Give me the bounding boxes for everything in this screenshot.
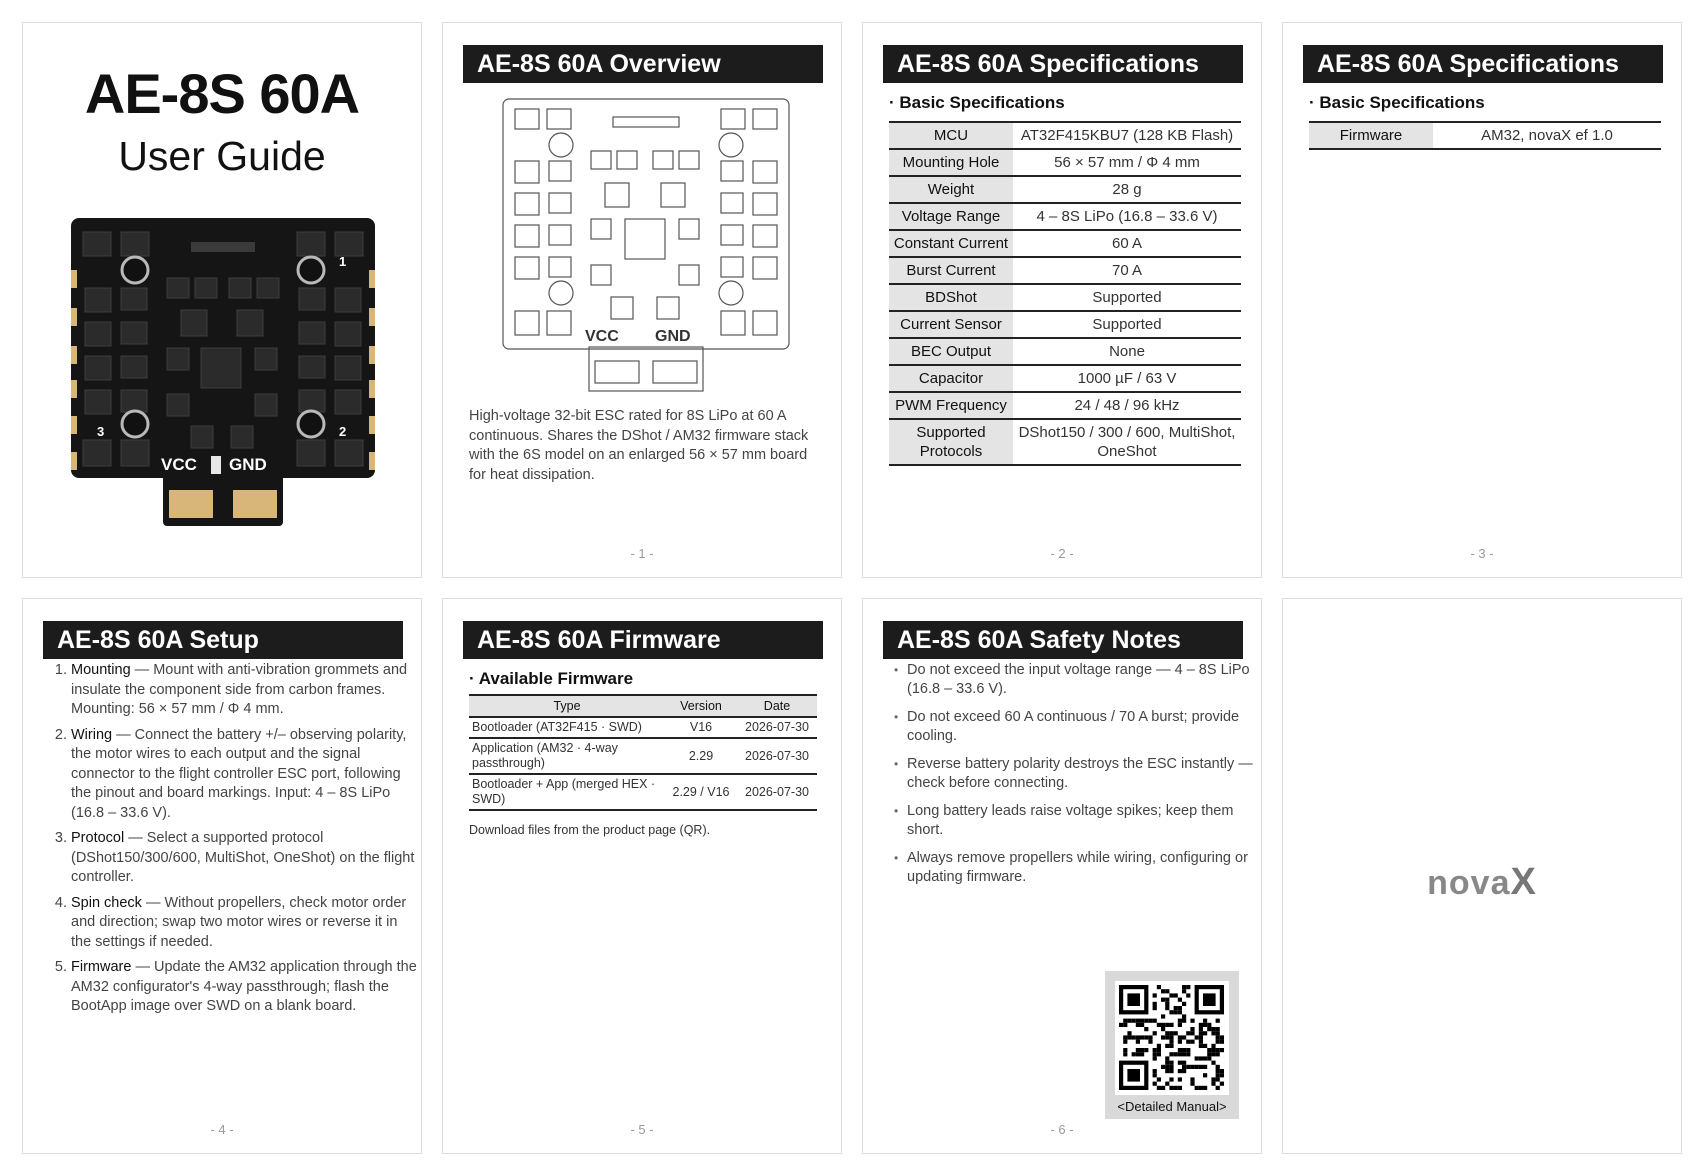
esc-board-outline bbox=[501, 97, 791, 393]
step-title: Firmware bbox=[71, 959, 132, 975]
brand-logo-text: nova bbox=[1427, 864, 1511, 902]
page-header: AE-8S 60A Specifications bbox=[883, 45, 1243, 83]
spec-row bbox=[889, 149, 1241, 176]
step-title: Spin check bbox=[71, 894, 142, 911]
qr-code-icon bbox=[1115, 981, 1229, 1095]
cell-version: V16 bbox=[665, 717, 737, 738]
vcc-label: VCC bbox=[585, 328, 619, 345]
page-number: - 6 - bbox=[1050, 1122, 1074, 1137]
esc-board-photo bbox=[71, 218, 375, 528]
spec-row bbox=[889, 419, 1241, 465]
page-header: AE-8S 60A Setup bbox=[43, 621, 403, 659]
list-item: • Do not exceed the input voltage range — 4 – 8S LiPo (16.8 – 33.6 V). bbox=[907, 661, 1259, 699]
step-title: Mounting bbox=[71, 662, 131, 678]
spec-value: 24 / 48 / 96 kHz bbox=[1013, 392, 1241, 419]
list-item: • Reverse battery polarity destroys the ESC instantly — check before connecting. bbox=[907, 755, 1259, 793]
page-specifications bbox=[862, 22, 1262, 578]
spec-key: Capacitor bbox=[889, 365, 1013, 392]
qr-code[interactable] bbox=[1115, 981, 1229, 1095]
page-number: - 3 - bbox=[1470, 546, 1494, 561]
motor-label-3: 3 bbox=[97, 424, 105, 439]
page-setup bbox=[22, 598, 422, 1154]
spec-row bbox=[889, 392, 1241, 419]
section-subheader: · Available Firmware bbox=[469, 669, 634, 688]
brand-logo-mark: X bbox=[1510, 861, 1537, 903]
cell-date: 2026-07-30 bbox=[737, 738, 817, 774]
column-header-type: Type bbox=[469, 695, 665, 717]
cell-version: 2.29 bbox=[665, 738, 737, 774]
cell-type: Application (AM32 · 4-way passthrough) bbox=[469, 738, 665, 774]
spec-key: MCU bbox=[889, 122, 1013, 149]
section-subheader: · Basic Specifications bbox=[1309, 93, 1485, 112]
setup-steps bbox=[49, 661, 417, 1023]
page-number: - 1 - bbox=[630, 546, 654, 561]
list-item bbox=[71, 829, 417, 888]
spec-row bbox=[889, 365, 1241, 392]
cell-date: 2026-07-30 bbox=[737, 774, 817, 810]
spec-value: 28 g bbox=[1013, 176, 1241, 203]
list-item: • Always remove propellers while wiring, configuring or updating firmware. bbox=[907, 849, 1259, 887]
step-text: — Without propellers, check motor order and direction; swap two motor wires or reverse it in the settings if needed. bbox=[71, 894, 407, 950]
motor-label-1: 1 bbox=[339, 254, 347, 269]
spec-value: 56 × 57 mm / Φ 4 mm bbox=[1013, 149, 1241, 176]
qr-caption: <Detailed Manual> bbox=[1117, 1099, 1227, 1114]
page-cover bbox=[22, 22, 422, 578]
page-back-cover bbox=[1282, 598, 1682, 1154]
list-item bbox=[71, 894, 417, 953]
spec-key: BEC Output bbox=[889, 338, 1013, 365]
step-text: — Update the AM32 application through the AM32 configurator's 4-way passthrough; flash the BootApp image over SWD on a blank board. bbox=[71, 959, 417, 1014]
page-number: - 4 - bbox=[210, 1122, 234, 1137]
spec-row bbox=[889, 122, 1241, 149]
list-item bbox=[71, 726, 417, 824]
spec-value: 70 A bbox=[1013, 257, 1241, 284]
spec-key: Burst Current bbox=[889, 257, 1013, 284]
cell-type: Bootloader + App (merged HEX · SWD) bbox=[469, 774, 665, 810]
cover-title: AE-8S 60A bbox=[84, 62, 360, 125]
list-item: • Do not exceed 60 A continuous / 70 A burst; provide cooling. bbox=[907, 708, 1259, 746]
cell-date: 2026-07-30 bbox=[737, 717, 817, 738]
cell-version: 2.29 / V16 bbox=[665, 774, 737, 810]
spec-value: AM32, novaX ef 1.0 bbox=[1433, 122, 1661, 149]
spec-value: DShot150 / 300 / 600, MultiShot, OneShot bbox=[1013, 419, 1241, 465]
step-text: — Connect the battery +/– observing polarity, the motor wires to each output and the signal connector to the flight controller ESC port, following the pinout and board markings. Input: 4 – 8S LiPo (16.8 – 33.6 V). bbox=[71, 726, 407, 821]
step-title: Protocol bbox=[71, 830, 125, 846]
page-safety bbox=[862, 598, 1262, 1154]
spec-key: Mounting Hole bbox=[889, 149, 1013, 176]
spec-value: Supported bbox=[1013, 284, 1241, 311]
spec-key: Supported Protocols bbox=[889, 419, 1013, 465]
page-header: AE-8S 60A Safety Notes bbox=[883, 621, 1243, 659]
brand-logo bbox=[1283, 861, 1681, 904]
vcc-label: VCC bbox=[161, 455, 197, 474]
spec-row bbox=[1309, 122, 1661, 149]
spec-key: Weight bbox=[889, 176, 1013, 203]
page-number: - 2 - bbox=[1050, 546, 1074, 561]
spec-key: Firmware bbox=[1309, 122, 1433, 149]
spec-value: 1000 µF / 63 V bbox=[1013, 365, 1241, 392]
motor-label-2: 2 bbox=[339, 424, 347, 439]
table-row bbox=[469, 774, 817, 810]
step-text: — Select a supported protocol (DShot150/300/600, MultiShot, OneShot) on the flight controller. bbox=[71, 830, 415, 885]
overview-text: High-voltage 32-bit ESC rated for 8S LiPo at 60 A continuous. Shares the DShot / AM32 firmware stack with the 6S model on an enlarged 56 × 57 mm board for heat dissipation. bbox=[469, 408, 809, 483]
spec-value: AT32F415KBU7 (128 KB Flash) bbox=[1013, 122, 1241, 149]
qr-code-panel[interactable] bbox=[1105, 971, 1239, 1119]
list-item bbox=[71, 661, 417, 720]
page-header: AE-8S 60A Overview bbox=[463, 45, 823, 83]
spec-row bbox=[889, 257, 1241, 284]
spec-key: Constant Current bbox=[889, 230, 1013, 257]
list-item: • Long battery leads raise voltage spikes; keep them short. bbox=[907, 802, 1259, 840]
step-text: — Mount with anti-vibration grommets and insulate the component side from carbon frames. Mounting: 56 × 57 mm / Φ 4 mm. bbox=[71, 662, 408, 717]
page-specifications-continued bbox=[1282, 22, 1682, 578]
spec-value: Supported bbox=[1013, 311, 1241, 338]
spec-table bbox=[1309, 121, 1661, 150]
spec-key: Current Sensor bbox=[889, 311, 1013, 338]
safety-notes bbox=[889, 661, 1259, 896]
list-item bbox=[71, 958, 417, 1017]
spec-row bbox=[889, 176, 1241, 203]
page-firmware bbox=[442, 598, 842, 1154]
spec-row bbox=[889, 338, 1241, 365]
firmware-note: Download files from the product page (QR). bbox=[469, 823, 711, 837]
spec-row bbox=[889, 203, 1241, 230]
step-title: Wiring bbox=[71, 726, 113, 743]
table-row bbox=[469, 738, 817, 774]
spec-key: PWM Frequency bbox=[889, 392, 1013, 419]
column-header-date: Date bbox=[737, 695, 817, 717]
firmware-table bbox=[469, 694, 817, 811]
spec-row bbox=[889, 230, 1241, 257]
spec-value: 60 A bbox=[1013, 230, 1241, 257]
spec-key: Voltage Range bbox=[889, 203, 1013, 230]
gnd-label: GND bbox=[655, 328, 691, 345]
table-row bbox=[469, 717, 817, 738]
spec-table bbox=[889, 121, 1241, 466]
page-number: - 5 - bbox=[630, 1122, 654, 1137]
page-header: AE-8S 60A Firmware bbox=[463, 621, 823, 659]
page-overview bbox=[442, 22, 842, 578]
cell-type: Bootloader (AT32F415 · SWD) bbox=[469, 717, 665, 738]
column-header-version: Version bbox=[665, 695, 737, 717]
spec-row bbox=[889, 284, 1241, 311]
spec-key: BDShot bbox=[889, 284, 1013, 311]
section-subheader: · Basic Specifications bbox=[889, 93, 1065, 112]
spec-row bbox=[889, 311, 1241, 338]
gnd-label: GND bbox=[229, 455, 267, 474]
page-header: AE-8S 60A Specifications bbox=[1303, 45, 1663, 83]
spec-value: None bbox=[1013, 338, 1241, 365]
spec-value: 4 – 8S LiPo (16.8 – 33.6 V) bbox=[1013, 203, 1241, 230]
cover-subtitle: User Guide bbox=[118, 133, 326, 179]
